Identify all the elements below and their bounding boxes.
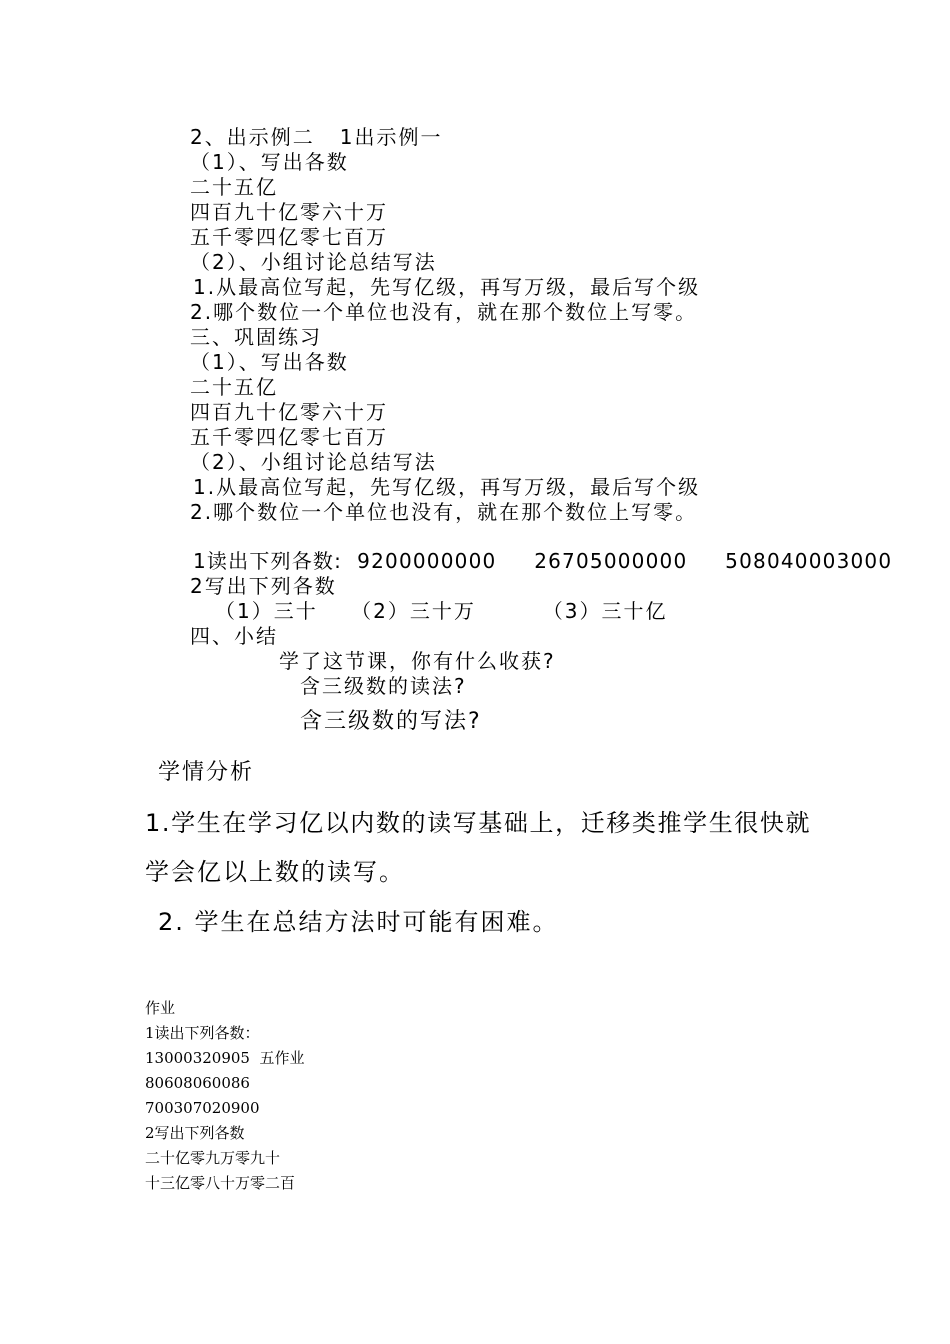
summary-question: 学了这节课，你有什么收获? bbox=[279, 649, 556, 673]
reading-exercise-line: 1读出下列各数: 9200000000 26705000000 508040003000 bbox=[193, 549, 893, 573]
lesson-line: 1.从最高位写起，先写亿级，再写万级，最后写个级 bbox=[193, 275, 701, 299]
lesson-line: 四百九十亿零六十万 bbox=[190, 400, 388, 424]
lesson-line: 五千零四亿零七百万 bbox=[190, 225, 388, 249]
lesson-line: （1）、写出各数 bbox=[190, 150, 349, 174]
lesson-line: （1）、写出各数 bbox=[190, 350, 349, 374]
analysis-heading: 学情分析 bbox=[158, 760, 255, 785]
lesson-line: （2）、小组讨论总结写法 bbox=[190, 250, 437, 274]
section-heading-summary: 四、小结 bbox=[190, 624, 278, 648]
lesson-line: 2、出示例二 1出示例一 bbox=[190, 125, 443, 149]
analysis-paragraph: 2. 学生在总结方法时可能有困难。 bbox=[158, 908, 559, 936]
homework-line: 2写出下列各数 bbox=[145, 1124, 245, 1142]
homework-line: 1读出下列各数： bbox=[145, 1024, 260, 1042]
analysis-paragraph: 学会亿以上数的读写。 bbox=[145, 858, 405, 886]
homework-line: 700307020900 bbox=[145, 1099, 260, 1117]
summary-question: 含三级数的读法? bbox=[300, 674, 467, 698]
lesson-line: （2）、小组讨论总结写法 bbox=[190, 450, 437, 474]
section-heading-practice: 三、巩固练习 bbox=[190, 325, 322, 349]
homework-line: 十三亿零八十万零二百 bbox=[145, 1174, 296, 1192]
homework-line: 80608060086 bbox=[145, 1074, 250, 1092]
lesson-line: 二十五亿 bbox=[190, 175, 278, 199]
analysis-paragraph: 1.学生在学习亿以内数的读写基础上，迁移类推学生很快就 bbox=[145, 809, 812, 837]
lesson-line: 二十五亿 bbox=[190, 375, 278, 399]
lesson-line: 四百九十亿零六十万 bbox=[190, 200, 388, 224]
lesson-line: 2.哪个数位一个单位也没有，就在那个数位上写零。 bbox=[190, 300, 698, 324]
lesson-line: 2写出下列各数 bbox=[190, 574, 337, 598]
summary-question: 含三级数的写法? bbox=[300, 709, 482, 734]
homework-line: 二十亿零九万零九十 bbox=[145, 1149, 281, 1167]
writing-exercise-line: （1）三十 （2）三十万 （3）三十亿 bbox=[215, 599, 668, 623]
lesson-line: 1.从最高位写起，先写亿级，再写万级，最后写个级 bbox=[193, 475, 701, 499]
homework-line: 13000320905 五作业 bbox=[145, 1049, 305, 1067]
lesson-line: 2.哪个数位一个单位也没有，就在那个数位上写零。 bbox=[190, 500, 698, 524]
homework-heading: 作业 bbox=[145, 999, 176, 1017]
lesson-line: 五千零四亿零七百万 bbox=[190, 425, 388, 449]
